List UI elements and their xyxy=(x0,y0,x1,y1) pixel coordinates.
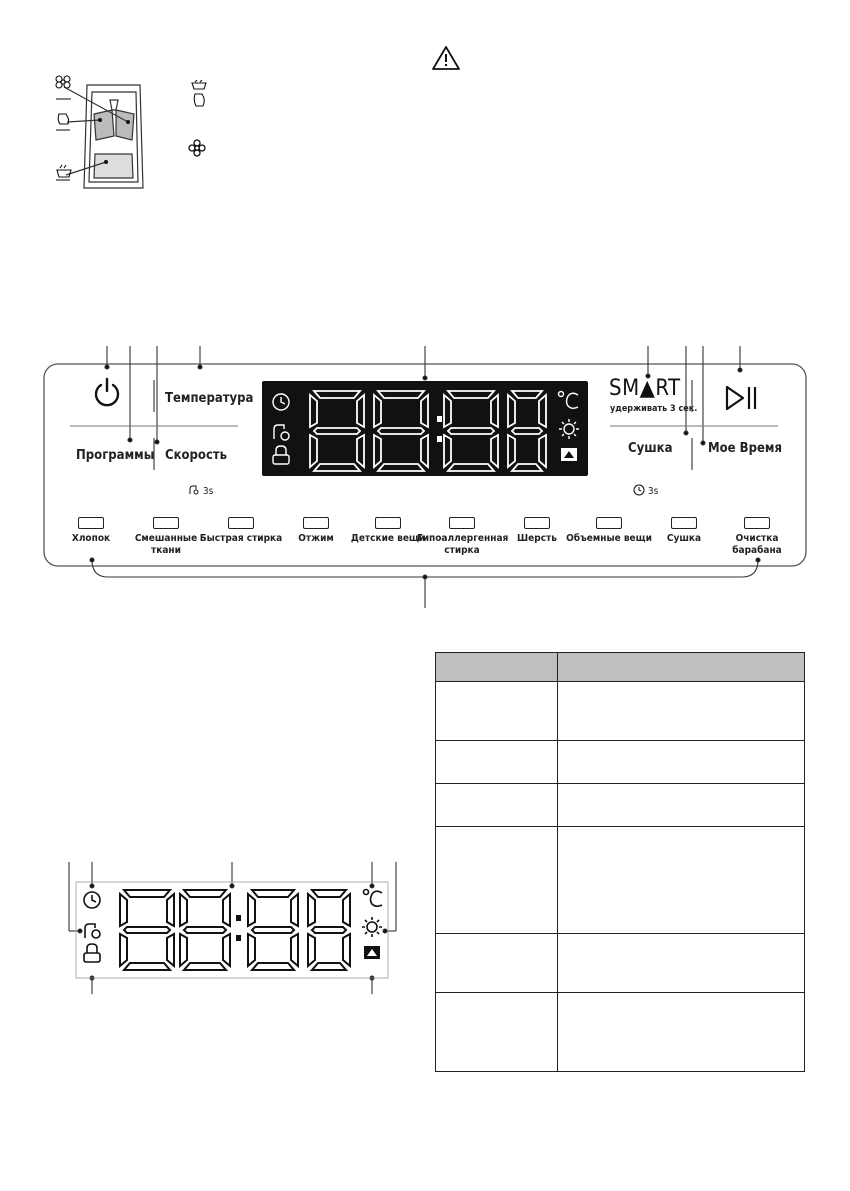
program-label-quick: Быстрая стирка xyxy=(199,533,283,544)
speed-button[interactable]: Скорость xyxy=(165,448,228,463)
program-label-wool: Шерсть xyxy=(517,533,557,544)
table-row xyxy=(436,682,805,741)
child-lock-icon xyxy=(85,924,100,938)
wifi-icon xyxy=(561,448,577,461)
program-label-spin: Отжим xyxy=(298,533,334,544)
child-lock-icon xyxy=(274,425,289,440)
display-detail-diagram xyxy=(60,860,410,995)
table-row xyxy=(436,934,805,993)
start-pause-button[interactable] xyxy=(724,384,758,412)
smart-button[interactable]: SM▲RT xyxy=(609,376,681,401)
my-time-hint: 3s xyxy=(633,484,658,497)
detergent-legend-icon xyxy=(188,80,210,114)
program-label-baby: Детские вещи xyxy=(350,533,426,544)
power-icon xyxy=(92,376,122,408)
dry-button[interactable]: Сушка xyxy=(628,441,673,456)
table-header xyxy=(558,653,805,682)
program-button-wool[interactable] xyxy=(524,517,550,529)
program-button-spin[interactable] xyxy=(303,517,329,529)
celsius-icon xyxy=(559,392,579,409)
program-label-dry: Сушка xyxy=(666,533,702,544)
main-display xyxy=(262,381,588,476)
sun-icon xyxy=(362,917,382,937)
child-lock-hint: 3s xyxy=(188,484,213,497)
timer-icon xyxy=(273,394,289,410)
play-pause-icon xyxy=(724,384,758,412)
table-row xyxy=(436,741,805,784)
specification-table xyxy=(435,652,805,1072)
timer-icon xyxy=(633,484,645,496)
door-lock-icon xyxy=(84,944,100,962)
program-button-cotton[interactable] xyxy=(78,517,104,529)
program-label-mixed: Смешанные ткани xyxy=(134,533,198,556)
table-row xyxy=(436,827,805,934)
flower-icon xyxy=(188,139,206,161)
power-button[interactable] xyxy=(92,376,122,408)
temperature-button[interactable]: Температура xyxy=(165,391,254,406)
programs-label: Программы xyxy=(76,448,155,463)
program-label-bulky: Объемные вещи xyxy=(566,533,652,544)
program-button-dry[interactable] xyxy=(671,517,697,529)
table-row xyxy=(436,993,805,1072)
program-label-cotton: Хлопок xyxy=(71,533,111,544)
smart-hint: удерживать 3 сек. xyxy=(610,404,698,414)
program-label-hypo: Гипоаллергенная стирка xyxy=(417,533,509,556)
detergent-icon xyxy=(57,165,71,177)
program-button-baby[interactable] xyxy=(375,517,401,529)
timer-icon xyxy=(84,892,100,908)
warning-icon xyxy=(430,44,462,76)
wifi-icon xyxy=(364,946,380,959)
door-lock-icon xyxy=(273,446,289,464)
celsius-icon xyxy=(364,890,383,907)
table-header xyxy=(436,653,558,682)
program-label-drum: Очистка барабана xyxy=(732,533,782,556)
detergent-drawer-illustration xyxy=(40,70,210,195)
program-button-quick[interactable] xyxy=(228,517,254,529)
program-button-drum[interactable] xyxy=(744,517,770,529)
child-lock-icon xyxy=(188,484,200,496)
table-row xyxy=(436,784,805,827)
my-time-button[interactable]: Мое Время xyxy=(708,441,782,456)
flower-icon xyxy=(56,76,70,88)
program-button-hypo[interactable] xyxy=(449,517,475,529)
sun-icon xyxy=(559,419,579,439)
program-button-mixed[interactable] xyxy=(153,517,179,529)
program-button-bulky[interactable] xyxy=(596,517,622,529)
